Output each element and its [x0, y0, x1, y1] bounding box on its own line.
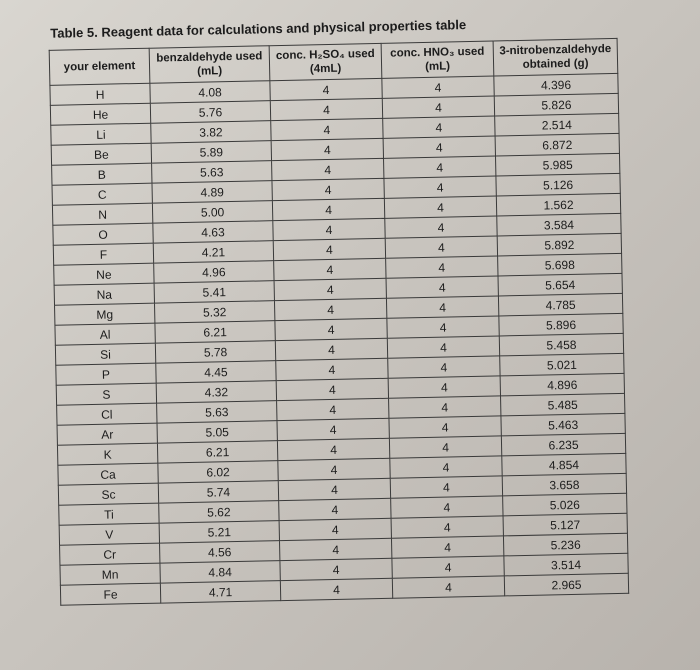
cell-hno3: 4: [389, 396, 501, 418]
cell-h2so4: 4: [272, 198, 384, 220]
cell-element: Ca: [58, 463, 158, 485]
cell-nitrobenzaldehyde: 5.463: [501, 413, 625, 436]
cell-benzaldehyde: 4.96: [154, 261, 274, 284]
cell-element: Al: [55, 323, 155, 345]
cell-h2so4: 4: [276, 358, 388, 380]
cell-element: H: [50, 83, 150, 105]
cell-hno3: 4: [391, 496, 503, 518]
cell-element: V: [59, 523, 159, 545]
cell-hno3: 4: [385, 236, 497, 258]
cell-element: Cr: [60, 543, 160, 565]
cell-nitrobenzaldehyde: 6.872: [495, 133, 619, 156]
cell-benzaldehyde: 4.56: [160, 541, 280, 564]
cell-benzaldehyde: 5.62: [159, 501, 279, 524]
cell-element: F: [53, 243, 153, 265]
cell-benzaldehyde: 5.78: [155, 341, 275, 364]
cell-h2so4: 4: [271, 138, 383, 160]
cell-hno3: 4: [386, 256, 498, 278]
cell-nitrobenzaldehyde: 5.985: [495, 153, 619, 176]
cell-hno3: 4: [382, 76, 494, 98]
cell-h2so4: 4: [279, 518, 391, 540]
cell-nitrobenzaldehyde: 5.026: [503, 493, 627, 516]
cell-hno3: 4: [389, 416, 501, 438]
cell-benzaldehyde: 5.74: [158, 481, 278, 504]
cell-benzaldehyde: 4.32: [156, 381, 276, 404]
cell-hno3: 4: [384, 156, 496, 178]
cell-h2so4: 4: [279, 538, 391, 560]
cell-h2so4: 4: [274, 258, 386, 280]
cell-benzaldehyde: 5.76: [150, 101, 270, 124]
header-h2so4: conc. H₂SO₄ used (4mL): [269, 43, 382, 80]
cell-element: He: [50, 103, 150, 125]
cell-nitrobenzaldehyde: 6.235: [501, 433, 625, 456]
cell-hno3: 4: [384, 196, 496, 218]
cell-benzaldehyde: 5.32: [154, 301, 274, 324]
cell-element: O: [53, 223, 153, 245]
cell-hno3: 4: [384, 176, 496, 198]
cell-element: S: [56, 383, 156, 405]
cell-hno3: 4: [382, 96, 494, 118]
cell-element: P: [56, 363, 156, 385]
cell-benzaldehyde: 5.05: [157, 421, 277, 444]
cell-nitrobenzaldehyde: 2.965: [504, 573, 628, 596]
cell-nitrobenzaldehyde: 5.458: [499, 333, 623, 356]
cell-h2so4: 4: [274, 278, 386, 300]
cell-benzaldehyde: 5.00: [152, 201, 272, 224]
cell-element: N: [52, 203, 152, 225]
cell-hno3: 4: [386, 296, 498, 318]
cell-element: Cl: [57, 403, 157, 425]
cell-element: K: [57, 443, 157, 465]
cell-element: Fe: [60, 583, 160, 605]
cell-hno3: 4: [386, 276, 498, 298]
cell-h2so4: 4: [278, 478, 390, 500]
cell-nitrobenzaldehyde: 3.514: [504, 553, 628, 576]
cell-nitrobenzaldehyde: 5.021: [500, 353, 624, 376]
cell-nitrobenzaldehyde: 5.892: [497, 233, 621, 256]
cell-h2so4: 4: [280, 558, 392, 580]
cell-h2so4: 4: [272, 158, 384, 180]
cell-nitrobenzaldehyde: 5.826: [494, 93, 618, 116]
cell-hno3: 4: [387, 316, 499, 338]
cell-element: Ti: [59, 503, 159, 525]
cell-hno3: 4: [383, 136, 495, 158]
cell-benzaldehyde: 4.71: [160, 581, 280, 604]
cell-h2so4: 4: [272, 178, 384, 200]
cell-h2so4: 4: [279, 498, 391, 520]
cell-benzaldehyde: 4.63: [153, 221, 273, 244]
cell-nitrobenzaldehyde: 3.584: [497, 213, 621, 236]
cell-hno3: 4: [387, 336, 499, 358]
header-nitrobenzaldehyde: 3-nitrobenzaldehyde obtained (g): [493, 38, 618, 76]
cell-element: C: [52, 183, 152, 205]
document-sheet: [40, 5, 673, 658]
cell-nitrobenzaldehyde: 4.396: [494, 73, 618, 96]
cell-benzaldehyde: 6.02: [158, 461, 278, 484]
cell-h2so4: 4: [270, 98, 382, 120]
cell-element: Ne: [54, 263, 154, 285]
cell-hno3: 4: [392, 556, 504, 578]
cell-hno3: 4: [390, 476, 502, 498]
cell-hno3: 4: [388, 376, 500, 398]
table-body: [50, 73, 629, 605]
cell-benzaldehyde: 4.08: [150, 81, 270, 104]
cell-benzaldehyde: 5.41: [154, 281, 274, 304]
header-element: your element: [49, 48, 150, 85]
cell-element: Ar: [57, 423, 157, 445]
cell-h2so4: 4: [276, 378, 388, 400]
cell-benzaldehyde: 4.45: [156, 361, 276, 384]
cell-nitrobenzaldehyde: 5.654: [498, 273, 622, 296]
cell-h2so4: 4: [280, 578, 392, 600]
cell-hno3: 4: [390, 456, 502, 478]
cell-hno3: 4: [389, 436, 501, 458]
cell-hno3: 4: [391, 516, 503, 538]
cell-nitrobenzaldehyde: 4.896: [500, 373, 624, 396]
cell-h2so4: 4: [275, 318, 387, 340]
header-hno3: conc. HNO₃ used (mL): [381, 41, 494, 78]
cell-h2so4: 4: [277, 438, 389, 460]
cell-benzaldehyde: 6.21: [155, 321, 275, 344]
cell-h2so4: 4: [271, 118, 383, 140]
cell-nitrobenzaldehyde: 4.785: [498, 293, 622, 316]
cell-element: Li: [51, 123, 151, 145]
header-benzaldehyde: benzaldehyde used (mL): [149, 46, 270, 84]
cell-nitrobenzaldehyde: 5.127: [503, 513, 627, 536]
cell-element: Mn: [60, 563, 160, 585]
cell-nitrobenzaldehyde: 5.126: [496, 173, 620, 196]
cell-benzaldehyde: 4.21: [153, 241, 273, 264]
cell-h2so4: 4: [273, 238, 385, 260]
cell-benzaldehyde: 4.89: [152, 181, 272, 204]
cell-nitrobenzaldehyde: 4.854: [502, 453, 626, 476]
cell-h2so4: 4: [277, 418, 389, 440]
cell-h2so4: 4: [274, 298, 386, 320]
table-caption: Table 5. Reagent data for calculations and physical properties table: [50, 17, 467, 41]
cell-nitrobenzaldehyde: 2.514: [495, 113, 619, 136]
cell-h2so4: 4: [273, 218, 385, 240]
cell-hno3: 4: [385, 216, 497, 238]
cell-benzaldehyde: 5.89: [151, 141, 271, 164]
cell-hno3: 4: [388, 356, 500, 378]
cell-h2so4: 4: [277, 398, 389, 420]
cell-benzaldehyde: 6.21: [157, 441, 277, 464]
cell-benzaldehyde: 5.63: [157, 401, 277, 424]
cell-benzaldehyde: 4.84: [160, 561, 280, 584]
cell-element: Si: [55, 343, 155, 365]
cell-nitrobenzaldehyde: 5.236: [503, 533, 627, 556]
cell-element: Sc: [58, 483, 158, 505]
cell-h2so4: 4: [270, 78, 382, 100]
cell-nitrobenzaldehyde: 1.562: [496, 193, 620, 216]
cell-element: B: [52, 163, 152, 185]
cell-nitrobenzaldehyde: 5.485: [501, 393, 625, 416]
cell-hno3: 4: [392, 576, 504, 598]
cell-h2so4: 4: [275, 338, 387, 360]
cell-element: Na: [54, 283, 154, 305]
cell-benzaldehyde: 5.63: [152, 161, 272, 184]
cell-nitrobenzaldehyde: 3.658: [502, 473, 626, 496]
cell-nitrobenzaldehyde: 5.698: [498, 253, 622, 276]
cell-element: Mg: [55, 303, 155, 325]
reagent-data-table: [49, 38, 630, 606]
cell-element: Be: [51, 143, 151, 165]
cell-hno3: 4: [391, 536, 503, 558]
cell-hno3: 4: [383, 116, 495, 138]
cell-h2so4: 4: [278, 458, 390, 480]
cell-benzaldehyde: 5.21: [159, 521, 279, 544]
cell-nitrobenzaldehyde: 5.896: [499, 313, 623, 336]
cell-benzaldehyde: 3.82: [151, 121, 271, 144]
